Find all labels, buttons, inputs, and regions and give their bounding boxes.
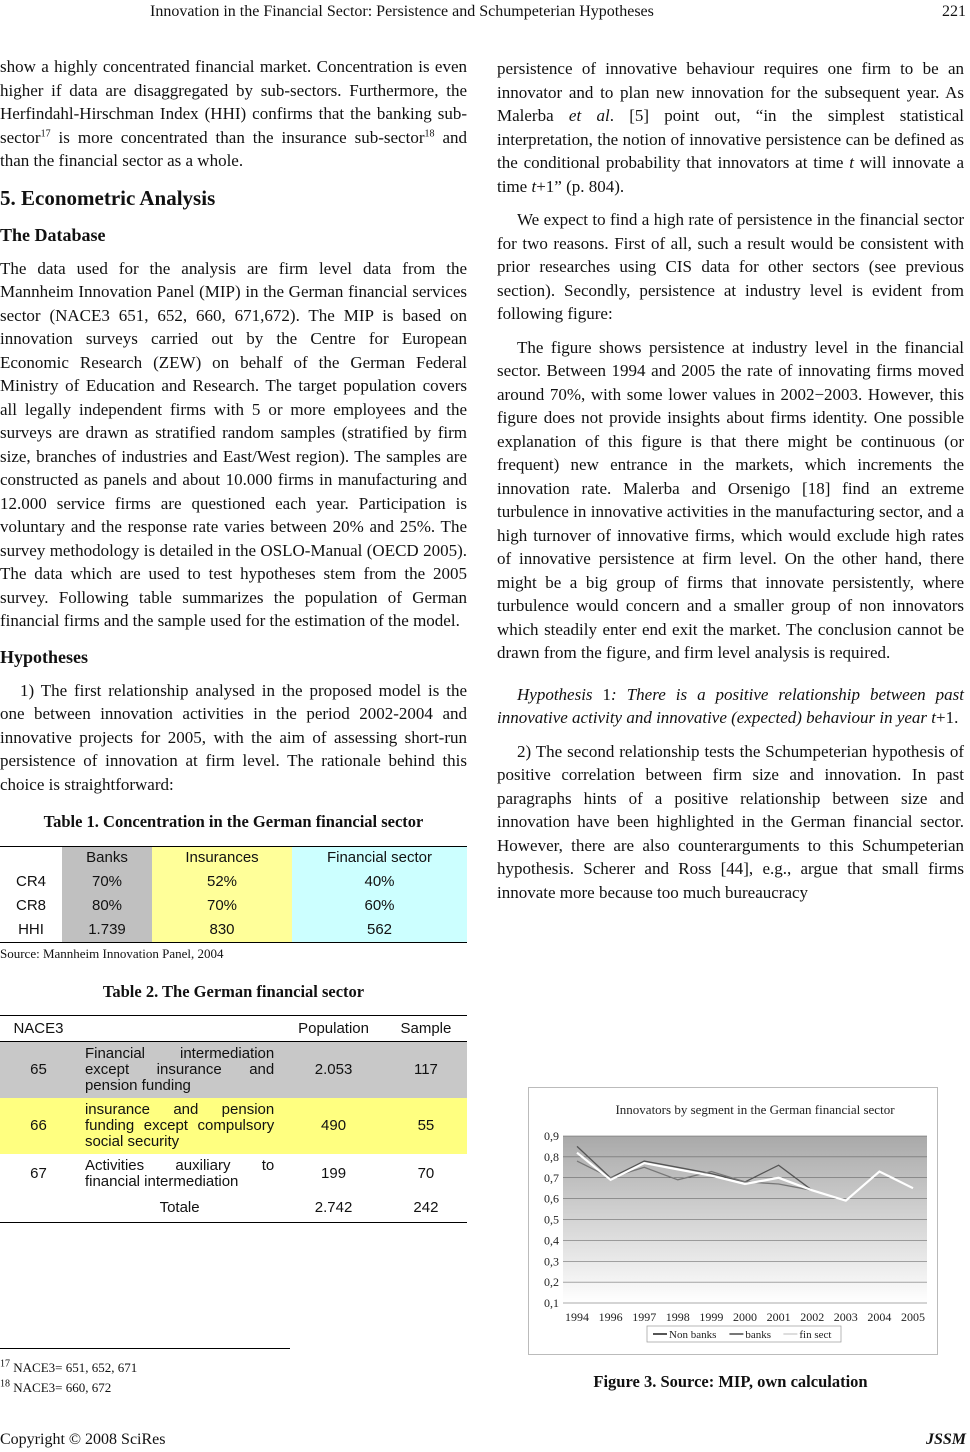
- x-tick-label: 1998: [665, 1310, 690, 1324]
- footnote-ref-17[interactable]: 17: [40, 127, 51, 139]
- figure-discussion-paragraph: The figure shows persistence at industry level in the financial sector. Between 1994 and 2005 the rate of innovating firms moved around 70%, with some lower values in 2002−2003. However, this figure does not provide insights about firms identity. One possible explanation of this figure is that there might be continuous (or frequent) new entrance in the markets, which increments the innovation rate. Malerba and Orsenigo [18] find an extreme turbulence in innovative activities in the manufacturing sector, and a high turnover of innovative firms, which would exclude high rates of innovative persistence at firm level. On the other hand, there might be a big group of firms that innovate persistently, where turbulence would concern and a smaller group of non innovators which steadily enter end exit the market. The conclusion cannot be drawn from the figure, and firm level analysis is required.: [497, 337, 964, 662]
- table-row: [0, 1154, 467, 1194]
- legend-label: banks: [745, 1329, 772, 1341]
- table-row: [0, 894, 467, 918]
- table-header-cell: Population: [282, 1016, 385, 1042]
- x-tick-label: 2002: [800, 1310, 825, 1324]
- section-heading: 5. Econometric Analysis: [0, 185, 216, 210]
- table-header-cell: Insurances: [152, 846, 292, 870]
- table-cell: 65: [0, 1042, 77, 1099]
- concentration-table: [0, 846, 467, 943]
- footnote-17: $^{17}$ NACE3= 651, 652, 671: [0, 1358, 138, 1375]
- hypotheses-paragraph: 1) The first relationship analysed in the proposed model is the one between innovation activities in the period 2002-2004 and innovative projects for 2005, with the aim of assessing short-run persistence of innovation at firm level. The rationale behind this choice is straightforward:: [0, 680, 467, 794]
- legend-label: Non banks: [669, 1329, 717, 1341]
- table-cell: insurance and pension funding except compulsory social security: [77, 1098, 282, 1154]
- table-cell: CR4: [15, 873, 46, 890]
- table-cell: CR8: [15, 897, 46, 914]
- page-number: 221: [942, 3, 966, 20]
- running-title: Innovation in the Financial Sector: Persistence and Schumpeterian Hypotheses: [150, 3, 654, 20]
- y-tick-label: 0,7: [544, 1170, 559, 1185]
- table-header-cell: [0, 846, 62, 870]
- table-cell: 2.742: [282, 1194, 385, 1222]
- table-header-cell: [77, 1016, 282, 1042]
- x-tick-label: 1996: [598, 1310, 623, 1324]
- table-cell: 70: [417, 1165, 435, 1182]
- persistence-paragraph: persistence of innovative behaviour requires one firm to be an innovator and to plan new innovation for the subsequent year. As Malerba et al. [5] point out, “in the simplest statistical interpretation, the notion of innovative persistence can be defined as the conditional probability that innovators at time t will innovate a time t+1” (p. 804).: [497, 59, 965, 196]
- x-tick-label: 2003: [833, 1310, 858, 1324]
- y-tick-label: 0,5: [544, 1212, 559, 1227]
- legend-label: fin sect: [799, 1329, 832, 1341]
- running-header: [0, 0, 970, 22]
- right-column: [497, 57, 964, 914]
- journal-name: JSSM: [925, 1431, 966, 1448]
- table-cell: 40%: [292, 870, 467, 894]
- table-cell: 80%: [62, 894, 152, 918]
- table-cell: 199: [321, 1165, 347, 1182]
- footnote-ref-18[interactable]: 18: [424, 127, 435, 139]
- innovators-chart: [528, 1087, 938, 1355]
- hypothesis-1: Hypothesis 1: There is a positive relationship between past innovative activity and innovative (expected) behaviour in year t+1.: [497, 684, 965, 727]
- table-cell: 117: [385, 1042, 467, 1099]
- x-tick-label: 1997: [632, 1310, 657, 1324]
- table-row: [0, 918, 467, 942]
- footnote-divider: [0, 1348, 290, 1349]
- table-row: [0, 870, 467, 894]
- table-row: [0, 1098, 467, 1154]
- table-header-cell: NACE3: [0, 1016, 77, 1042]
- x-tick-label: 2001: [766, 1310, 791, 1324]
- table-cell: HHI: [18, 920, 44, 938]
- x-tick-label: 1994: [565, 1310, 589, 1324]
- table-cell: 52%: [152, 870, 292, 894]
- table-cell: 562: [292, 918, 467, 942]
- table1-caption: Table 1. Concentration in the German financial sector: [43, 812, 424, 831]
- y-tick-label: 0,3: [544, 1254, 559, 1269]
- y-tick-label: 0,9: [544, 1129, 559, 1143]
- table-header-row: [0, 846, 467, 870]
- table-cell: 60%: [292, 894, 467, 918]
- left-column: [0, 55, 467, 1223]
- table-row: [0, 1042, 467, 1099]
- chart-svg: [529, 1088, 937, 1354]
- figure-caption: Figure 3. Source: MIP, own calculation: [593, 1372, 868, 1391]
- x-tick-label: 2005: [901, 1310, 925, 1324]
- table-total-row: [0, 1194, 467, 1222]
- table-cell: 67: [30, 1165, 47, 1182]
- table-header-row: [0, 1016, 467, 1042]
- table-cell: 242: [385, 1194, 467, 1222]
- table-header-cell: Sample: [385, 1016, 467, 1042]
- database-heading: The Database: [0, 224, 106, 245]
- footnote-18: $^{18}$ NACE3= 660, 672: [0, 1378, 112, 1395]
- table2-caption: Table 2. The German financial sector: [102, 981, 365, 1001]
- y-tick-label: 0,1: [544, 1296, 559, 1310]
- table-cell: Financial intermediation except insurance and pension funding: [77, 1042, 282, 1099]
- table-cell: 70%: [62, 870, 152, 894]
- hypotheses-heading: Hypotheses: [0, 646, 89, 667]
- x-tick-label: 2000: [733, 1310, 757, 1324]
- financial-sector-table: [0, 1015, 467, 1223]
- x-tick-label: 1999: [699, 1310, 724, 1324]
- table-cell: 70%: [152, 894, 292, 918]
- copyright: Copyright © 2008 SciRes: [0, 1431, 166, 1448]
- table-cell: 490: [282, 1098, 385, 1154]
- table-cell: 1.739: [62, 918, 152, 942]
- y-tick-label: 0,6: [544, 1191, 559, 1206]
- schumpeter-paragraph: 2) The second relationship tests the Schumpeterian hypothesis of positive correlation between firm size and innovation. In past paragraphs hints of a positive relationship between size and innovation have been highlighted in the German financial sector. However, there are also counterarguments to this Schumpeterian hypothesis. Scherer and Ross [44], e.g., argue that small firms innovate more because too much bureaucracy: [497, 741, 964, 902]
- table-cell: Activities auxiliary to financial intermediation: [84, 1157, 275, 1190]
- footnotes: [0, 1358, 137, 1398]
- table-cell: [0, 1194, 77, 1222]
- table-cell: Totale: [77, 1194, 282, 1222]
- table-header-cell: Banks: [62, 846, 152, 870]
- table-cell: 66: [0, 1098, 77, 1154]
- table-cell: 55: [385, 1098, 467, 1154]
- database-paragraph: The data used for the analysis are firm level data from the Mannheim Innovation Panel (MIP) in the German financial services sector (NACE3 651, 652, 660, 671,672). The MIP is based on innovation surveys carried out by the Centre for European Economic Research (ZEW) on behalf of the German Federal Ministry of Education and Research. The target population covers all legally independent firms with 5 or more employees and the surveys are drawn as stratified random samples (stratified by firm size, branches of industries and East/West region). The samples are constructed as panels and about 10.000 firms in manufacturing and 12.000 service firms are questioned each year. Participation is voluntary and the response rate varies between 20% and 25%. The survey methodology is detailed in the OSLO-Manual (OECD 2005). The data which are used to test hypotheses stem from the 2005 survey. Following table summarizes the population of German financial firms and the sample used for the estimation of the model.: [0, 258, 467, 630]
- y-tick-label: 0,2: [544, 1275, 559, 1290]
- table-header-cell: Financial sector: [292, 846, 467, 870]
- x-tick-label: 2004: [867, 1310, 892, 1324]
- y-tick-label: 0,4: [544, 1233, 559, 1248]
- chart-title: Innovators by segment in the German financial sector: [615, 1102, 895, 1117]
- table1-source: Source: Mannheim Innovation Panel, 2004: [0, 945, 224, 961]
- table-cell: 2.053: [282, 1042, 385, 1099]
- y-tick-label: 0,8: [544, 1149, 559, 1164]
- expectation-paragraph: We expect to find a high rate of persistence in the financial sector for two reasons. First of all, such a result would be consistent with prior researches using CIS data for other sectors (see previous section). Secondly, persistence at industry level is evident from following figure:: [497, 210, 964, 323]
- intro-paragraph: show a highly concentrated financial market. Concentration is even higher if data are disaggregated by sub-sectors. Furthermore, the Herfindahl-Hirschman Index (HHI) confirms that the banking sub-sector$^{17}$ is more concentrated than the insurance sub-sector$^{18}$ and than the financial sector as a whole.: [0, 57, 467, 170]
- table-cell: 830: [152, 918, 292, 942]
